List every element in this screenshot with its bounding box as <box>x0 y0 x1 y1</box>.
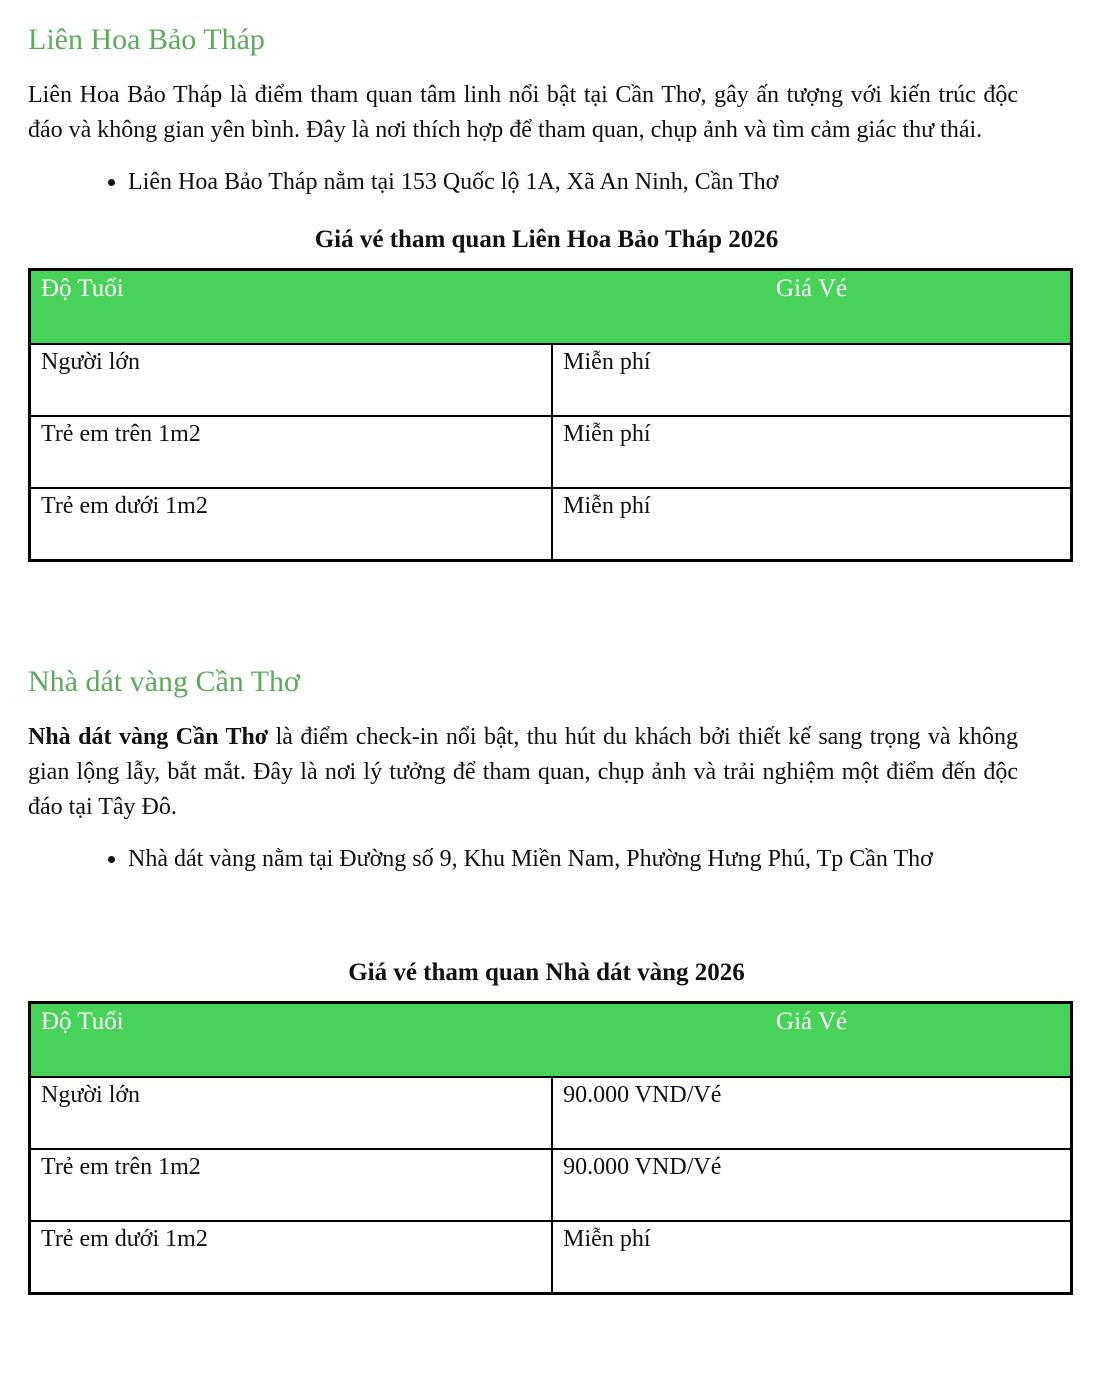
bullet-list <box>28 841 1073 877</box>
cell-price: Miễn phí <box>552 416 1071 488</box>
header-cell-age: Độ Tuổi <box>30 1003 553 1078</box>
section-paragraph <box>28 720 1018 825</box>
table-row <box>30 416 1072 488</box>
ticket-price-table <box>28 268 1073 562</box>
table-header-row <box>30 270 1072 345</box>
section-nha-dat-vang <box>28 664 1073 1295</box>
cell-age: Trẻ em dưới 1m2 <box>30 488 553 561</box>
table-row <box>30 344 1072 416</box>
table-title: Giá vé tham quan Nhà dát vàng 2026 <box>348 959 745 986</box>
section-lien-hoa-bao-thap <box>28 22 1073 562</box>
table-row <box>30 488 1072 561</box>
header-cell-price: Giá Vé <box>552 270 1071 345</box>
header-cell-price: Giá Vé <box>552 1003 1071 1078</box>
bullet-list <box>28 164 1073 200</box>
cell-age: Trẻ em trên 1m2 <box>30 1149 553 1221</box>
table-title: Giá vé tham quan Liên Hoa Bảo Tháp 2026 <box>314 226 779 253</box>
cell-age: Trẻ em trên 1m2 <box>30 416 553 488</box>
bullet-item: • Liên Hoa Bảo Tháp nằm tại 153 Quốc lộ 1A, Xã An Ninh, Cần Thơ <box>128 164 1023 200</box>
table-header-row <box>30 1003 1072 1078</box>
ticket-price-table <box>28 1001 1073 1295</box>
cell-price: Miễn phí <box>552 344 1071 416</box>
cell-age: Trẻ em dưới 1m2 <box>30 1221 553 1294</box>
bullet-item: • Nhà dát vàng nằm tại Đường số 9, Khu Miền Nam, Phường Hưng Phú, Tp Cần Thơ <box>128 841 1023 877</box>
cell-price: 90.000 VND/Vé <box>552 1149 1071 1221</box>
cell-age: Người lớn <box>30 344 553 416</box>
cell-price: Miễn phí <box>552 1221 1071 1294</box>
table-row <box>30 1149 1072 1221</box>
cell-age: Người lớn <box>30 1077 553 1149</box>
paragraph-rest: là điểm check-in nổi bật, thu hút du khách bởi thiết kế sang trọng và không gian lộng lẫy, bắt mắt. Đây là nơi lý tưởng để tham quan, chụp ảnh và trải nghiệm một điểm đến độc đáo tại Tây Đô. <box>28 724 1018 820</box>
section-heading: Nhà dát vàng Cần Thơ <box>28 665 300 698</box>
paragraph-bold-lead: Nhà dát vàng Cần Thơ <box>28 724 269 750</box>
cell-price: 90.000 VND/Vé <box>552 1077 1071 1149</box>
header-cell-age: Độ Tuổi <box>30 270 553 345</box>
section-paragraph: Liên Hoa Bảo Tháp là điểm tham quan tâm linh nổi bật tại Cần Thơ, gây ấn tượng với kiến trúc độc đáo và không gian yên bình. Đây là nơi thích hợp để tham quan, chụp ảnh và tìm cảm giác thư thái. <box>28 82 1018 143</box>
cell-price: Miễn phí <box>552 488 1071 561</box>
table-row <box>30 1221 1072 1294</box>
table-row <box>30 1077 1072 1149</box>
section-heading: Liên Hoa Bảo Tháp <box>28 23 265 56</box>
